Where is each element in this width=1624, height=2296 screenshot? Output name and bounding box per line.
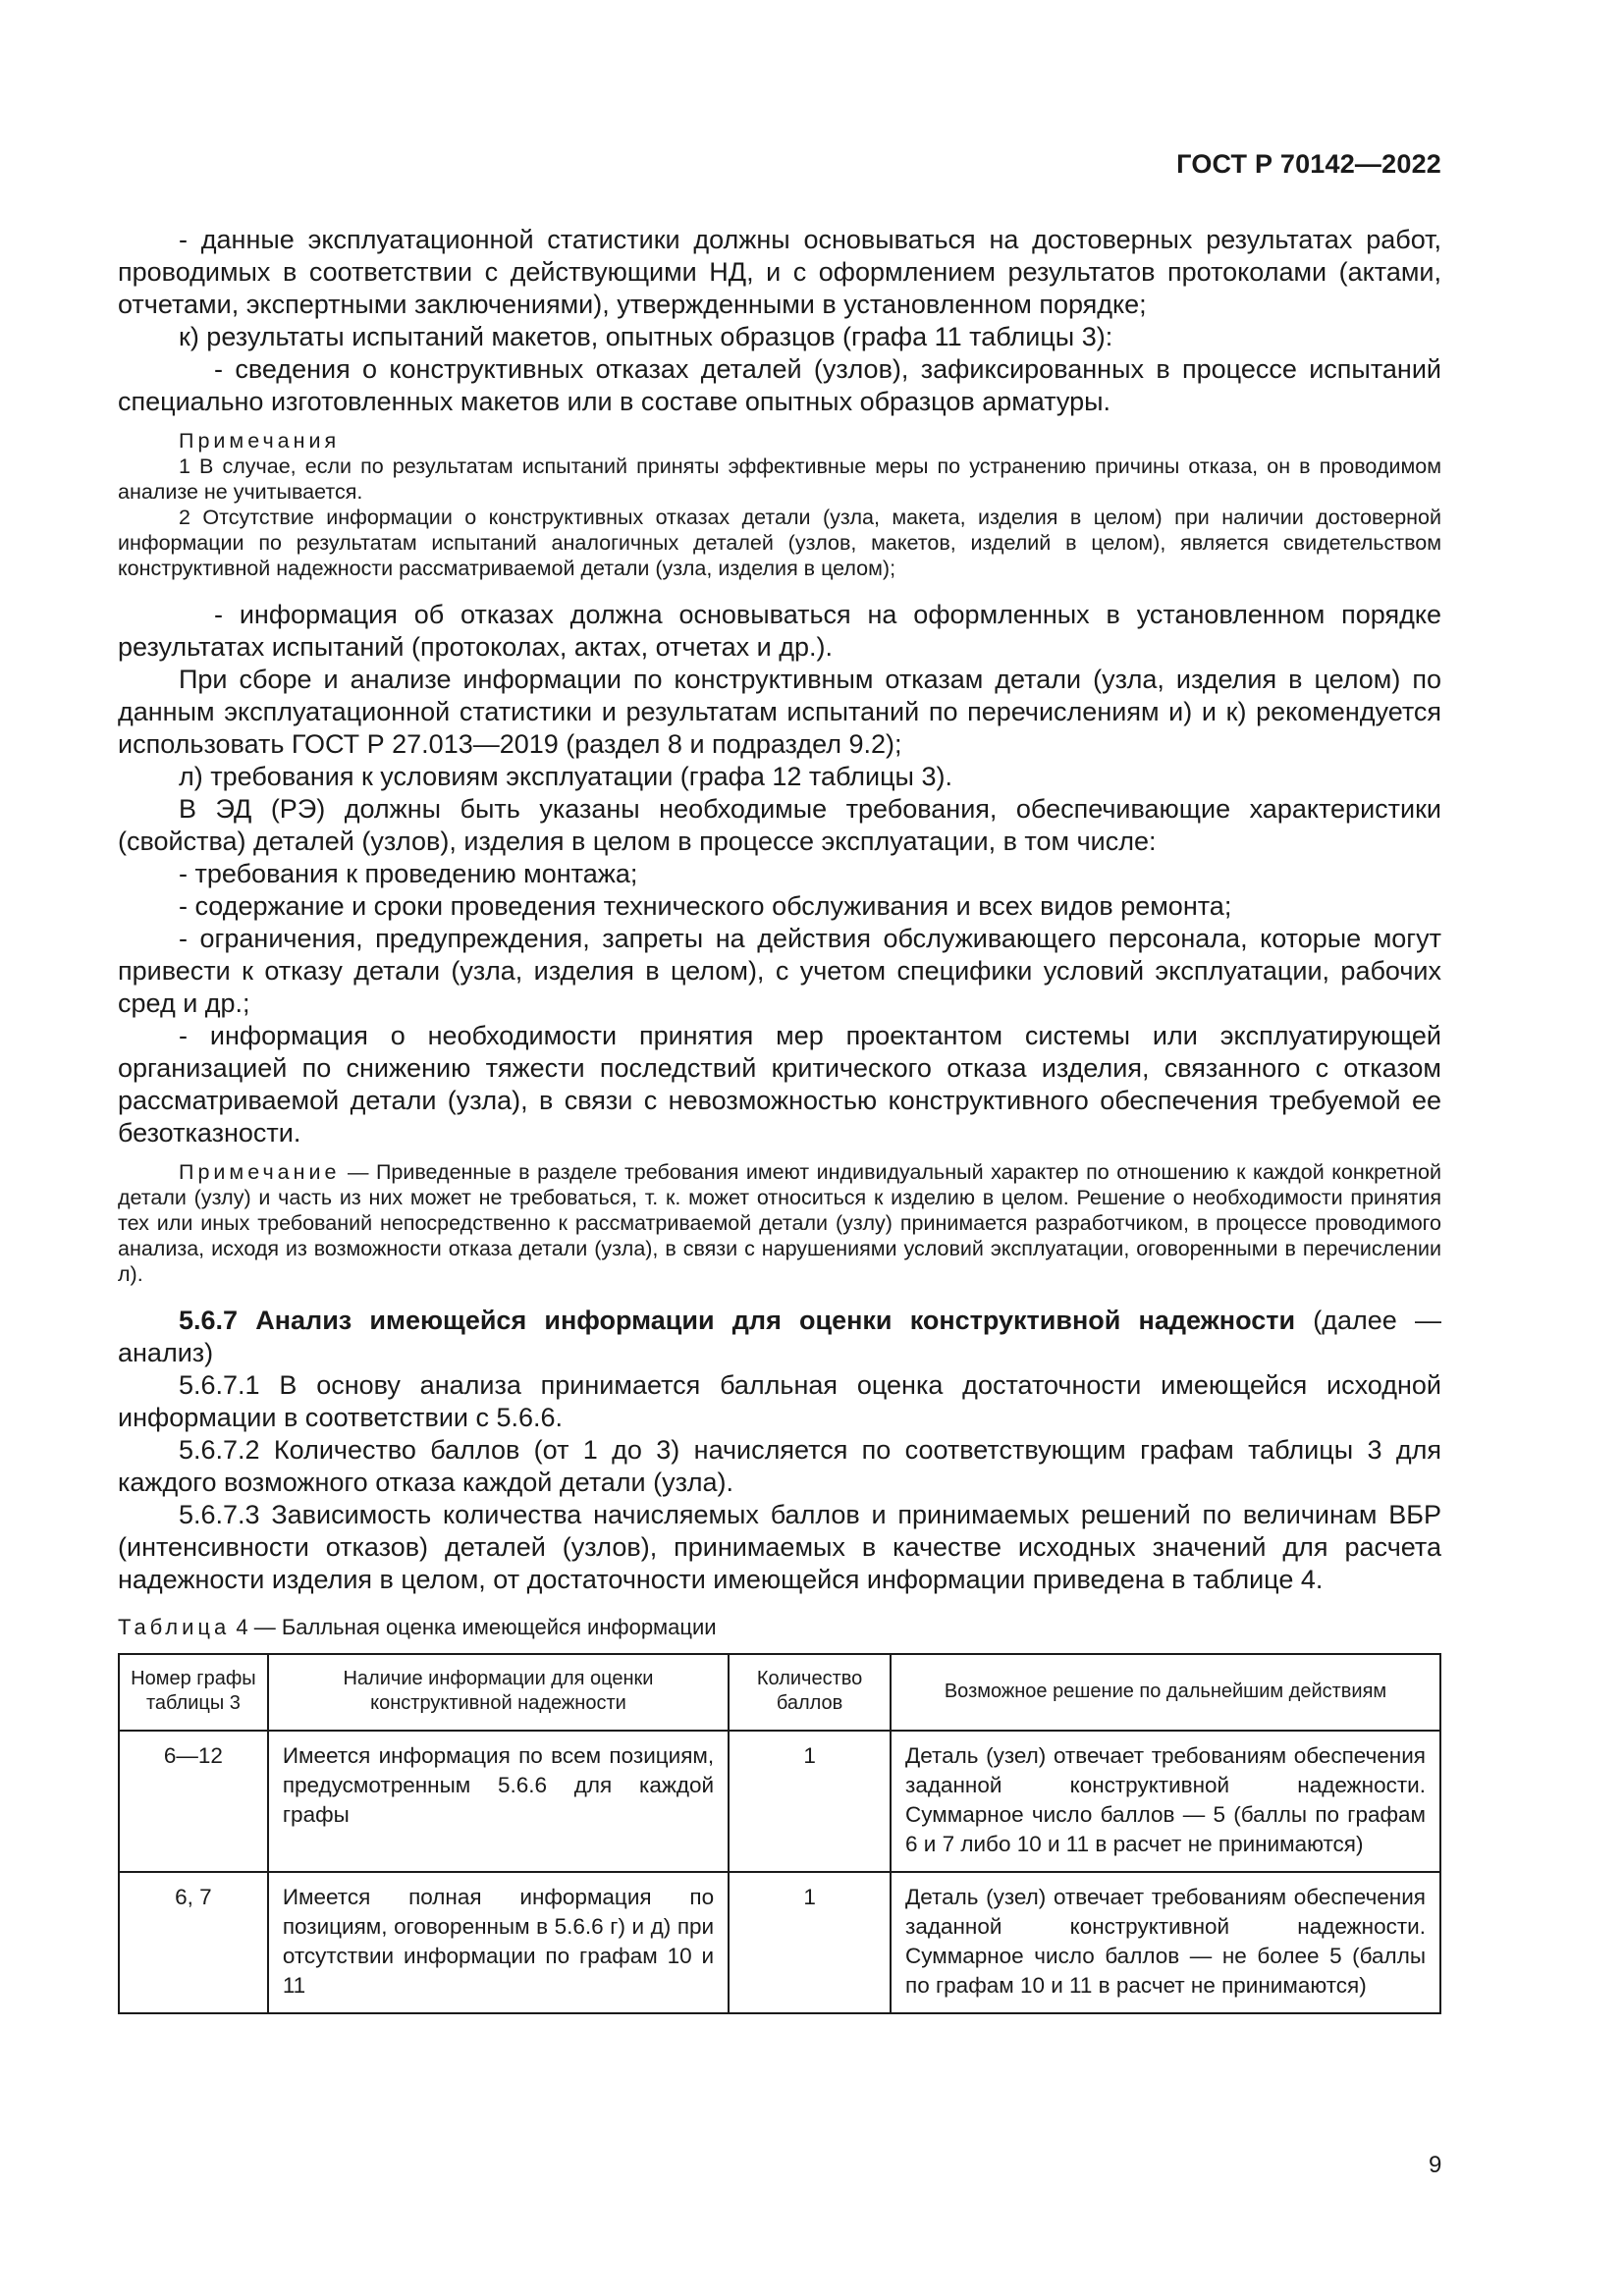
list-item-restrictions: - ограничения, предупреждения, запреты на действия обслуживающего персонала, которые могут привести к отказу детали (узла, изделия в целом), с учетом специфики условий эксплуатации, рабочих сред и др.; [118, 924, 1441, 1018]
page-content [118, 224, 1441, 2014]
table-row [119, 1872, 1440, 2013]
list-item-mitigation: - информация о необходимости принятия мер проектантом системы или эксплуатирующей организацией по снижению тяжести последствий критического отказа изделия, связанного с отказом рассматриваемой детали (узла), в связи с невозможностью конструктивного обеспечения требуемой ее безотказности. [118, 1021, 1441, 1148]
header-points: Количество баллов [729, 1654, 891, 1731]
cell-points: 1 [729, 1731, 891, 1872]
list-item-maintenance: - содержание и сроки проведения технического обслуживания и всех видов ремонта; [179, 891, 1232, 921]
paragraph-collection-analysis: При сборе и анализе информации по конструктивным отказам детали (узла, изделия в целом) по данным эксплуатационной статистики и результатам испытаний по перечислениям и) и к) рекомендуется использовать ГОСТ Р 27.013—2019 (раздел 8 и подраздел 9.2); [118, 665, 1441, 759]
header-possible-decision: Возможное решение по дальнейшим действиям [891, 1654, 1440, 1731]
table-4 [118, 1653, 1441, 2014]
section-heading-5-6-7: 5.6.7 Анализ имеющейся информации для оценки конструктивной надежности (далее — анализ) [118, 1306, 1441, 1367]
cell-information: Имеется информация по всем позициям, предусмотренным 5.6.6 для каждой графы [268, 1731, 729, 1872]
cell-column-number: 6—12 [119, 1731, 268, 1872]
paragraph-mockup-failures: - сведения о конструктивных отказах деталей (узлов), зафиксированных в процессе испытаний специально изготовленных макетов или в составе опытных образцов арматуры. [118, 354, 1441, 416]
table-caption: Таблица 4 — Балльная оценка имеющейся информации [118, 1615, 717, 1639]
note-label: Примечание [179, 1160, 341, 1184]
note-item-1: 1 В случае, если по результатам испытаний приняты эффективные меры по устранению причины отказа, он в проводимом анализе не учитывается. [118, 454, 1441, 504]
note-text: — Приведенные в разделе требования имеют индивидуальный характер по отношению к каждой конкретной детали (узлу) и часть из них может не требоваться, т. к. может относиться к изделию в целом. Решение о необходимости принятия тех или иных требований непосредственно к рассматриваемой детали (узлу) принимается разработчиком, в процессе проводимого анализа, исходя из возможности отказа детали (узла), в связи с нарушениями условий эксплуатации, оговоренными в перечислении л). [118, 1160, 1441, 1286]
cell-decision: Деталь (узел) отвечает требованиям обеспечения заданной конструктивной надежности. Суммарное число баллов — 5 (баллы по графам 6 и 7 либо 10 и 11 в расчет не принимаются) [891, 1731, 1440, 1872]
paragraph-statistics: - данные эксплуатационной статистики должны основываться на достоверных результатах работ, проводимых в соответствии с действующими НД, и с оформлением результатов протоколами (актами, отчетами, экспертными заключениями), утвержденными в установленном порядке; [118, 225, 1441, 319]
document-id-header: ГОСТ Р 70142—2022 [1176, 149, 1441, 179]
section-item-5-6-7-2: 5.6.7.2 Количество баллов (от 1 до 3) начисляется по соответствующим графам таблицы 3 для каждого возможного отказа каждой детали (узла). [118, 1435, 1441, 1497]
cell-information: Имеется полная информация по позициям, оговоренным в 5.6.6 г) и д) при отсутствии информации по графам 10 и 11 [268, 1872, 729, 2013]
section-item-5-6-7-1: 5.6.7.1 В основу анализа принимается балльная оценка достаточности имеющейся исходной информации в соответствии с 5.6.6. [118, 1370, 1441, 1432]
table-header-row [119, 1654, 1440, 1731]
header-information-availability: Наличие информации для оценки конструктивной надежности [268, 1654, 729, 1731]
cell-points: 1 [729, 1872, 891, 2013]
section-item-5-6-7-3: 5.6.7.3 Зависимость количества начисляемых баллов и принимаемых решений по величинам ВБР (интенсивности отказов) деталей (узлов), принимаемых в качестве исходных значений для расчета надежности изделия в целом, от достаточности имеющейся информации приведена в таблице 4. [118, 1500, 1441, 1594]
cell-column-number: 6, 7 [119, 1872, 268, 2013]
paragraph-item-k: к) результаты испытаний макетов, опытных образцов (графа 11 таблицы 3): [179, 322, 1113, 351]
paragraph-failure-info: - информация об отказах должна основываться на оформленных в установленном порядке результатах испытаний (протоколах, актах, отчетах и др.). [118, 600, 1441, 662]
page-number: 9 [1429, 2152, 1442, 2178]
paragraph-item-l: л) требования к условиям эксплуатации (графа 12 таблицы 3). [179, 762, 952, 791]
paragraph-ed-requirements: В ЭД (РЭ) должны быть указаны необходимые требования, обеспечивающие характеристики (свойства) деталей (узлов), изделия в целом в процессе эксплуатации, в том числе: [118, 794, 1441, 856]
table-row [119, 1731, 1440, 1872]
notes-label: Примечания [179, 429, 341, 453]
cell-decision: Деталь (узел) отвечает требованиям обеспечения заданной конструктивной надежности. Суммарное число баллов — не более 5 (баллы по графам 10 и 11 в расчет не принимаются) [891, 1872, 1440, 2013]
list-item-mounting: - требования к проведению монтажа; [179, 859, 638, 888]
header-column-number: Номер графы таблицы 3 [119, 1654, 268, 1731]
note-requirements [118, 1159, 1441, 1287]
note-item-2: 2 Отсутствие информации о конструктивных отказах детали (узла, макета, изделия в целом) при наличии достоверной информации по результатам испытаний аналогичных деталей (узлов, макетов, изделий в целом), является свидетельством конструктивной надежности рассматриваемой детали (узла, изделия в целом); [118, 506, 1441, 580]
